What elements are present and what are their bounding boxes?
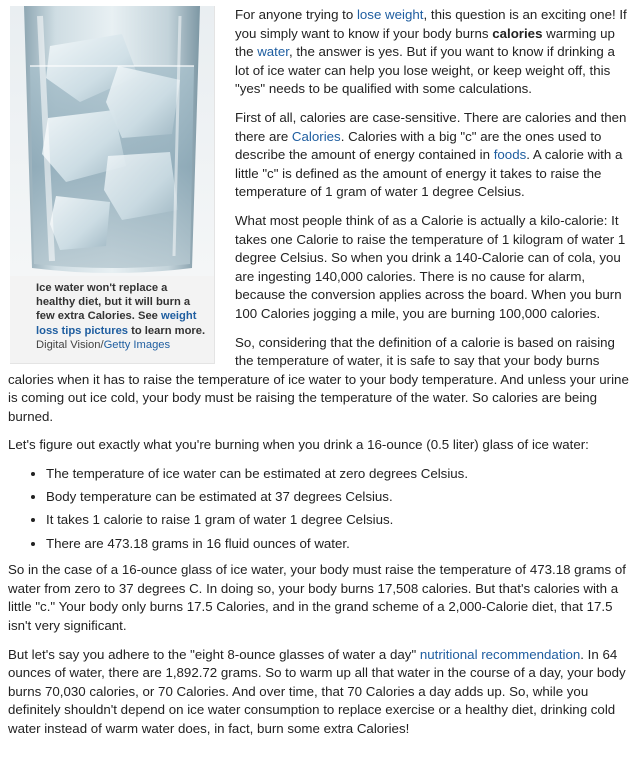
getty-images-link[interactable]: Getty Images xyxy=(103,338,171,351)
lose-weight-link[interactable]: lose weight xyxy=(356,7,424,22)
p2-text-1: First of all, calories are case-sensitive. There are calories and then there are xyxy=(235,109,627,144)
list-item: • It takes 1 calorie to raise 1 gram of water 1 degree Celsius. xyxy=(46,511,632,530)
weight-loss-tips-link[interactable]: weight loss tips pictures xyxy=(36,310,197,337)
p7-text-1: But let's say you adhere to the "eight 8-ounce glasses of water a day" xyxy=(8,646,420,662)
photo-credit xyxy=(36,338,206,352)
list-item: • Body temperature can be estimated at 37 degrees Celsius. xyxy=(46,488,632,507)
list-item: • The temperature of ice water can be estimated at zero degrees Celsius. xyxy=(46,465,632,484)
nutritional-recommendation-link[interactable]: nutritional recommendation xyxy=(419,646,581,662)
foods-link[interactable]: foods xyxy=(493,147,527,163)
article-figure xyxy=(10,6,215,364)
caption-suffix: to learn more. xyxy=(131,324,206,337)
paragraph-4: So, considering that the definition of a calorie is based on raising the temperature of water, it is safe to say that your body burns calories when it has to raise the temperature of ice water to your body temperature. And unless your urine is coming out ice cold, your body must be raising the temperature of the water. So calories are being burned. xyxy=(8,334,629,424)
p1-text-3: warming up the xyxy=(235,25,615,60)
caption-text xyxy=(36,281,206,338)
calories-link[interactable]: Calories xyxy=(291,128,341,144)
p1-text-1: For anyone trying to xyxy=(235,7,357,22)
p2-text-3: . A calorie with a little "c" is defined as the amount of energy it takes to raise the temperature of 1 gram of water 1 degree Celsius. xyxy=(235,147,623,200)
ice-water-glass-image xyxy=(10,6,214,276)
figure-caption xyxy=(10,276,214,363)
credit-prefix: Digital Vision/ xyxy=(36,338,104,351)
calculation-list xyxy=(8,465,632,553)
caption-lead: Ice water won't replace a healthy diet, but it will burn a few extra Calories. See xyxy=(36,282,191,323)
list-item: • There are 473.18 grams in 16 fluid ounces of water. xyxy=(46,535,632,554)
p7-text-2: . In 64 ounces of water, there are 1,892.72 grams. So to warm up all that water in the course of a day, your body burns 70,030 calories, or 70 Calories. And over time, that 70 Calories a day adds up. So, while you definitely shouldn't depend on ice water consumption to replace exercise or a healthy diet, drinking cold water instead of warm water does, in fact, burn some extra Calories! xyxy=(8,646,626,736)
calories-bold: calories xyxy=(492,25,543,41)
p2-text-2: . Calories with a big "c" are the ones used to describe the amount of energy contained in xyxy=(235,128,602,163)
paragraph-3: What most people think of as a Calorie is actually a kilo-calorie: It takes one Calorie to raise the temperature of 1 kilogram of water 1 degree Celsius. So when you drink a 140-Calorie can of cola, you are ingesting 140,000 calories. There is no cause for alarm, because the conversion applies across the board. When you burn 100 Calories jogging a mile, you are burning 100,000 calories. xyxy=(235,212,626,321)
p1-text-4: , the answer is yes. But if you want to know if drinking a lot of ice water can help you lose weight, or keep weight off, this "yes" needs to be qualified with some calculations. xyxy=(235,44,615,97)
water-link[interactable]: water xyxy=(257,44,289,60)
paragraph-5: Let's figure out exactly what you're burning when you drink a 16-ounce (0.5 liter) glass of ice water: xyxy=(8,437,589,453)
paragraph-6: So in the case of a 16-ounce glass of ice water, your body must raise the temperature of 473.18 grams of water from zero to 37 degrees C. In doing so, your body burns 17,508 calories. But that's calories with a little "c." Your body only burns 17.5 Calories, and in the grand scheme of a 2,000-Calorie diet, that 17.5 isn't very significant. xyxy=(8,562,626,633)
p1-text-2: , this question is an exciting one! If you simply want to know if your body burns xyxy=(235,7,627,41)
paragraph-7 xyxy=(8,646,632,739)
